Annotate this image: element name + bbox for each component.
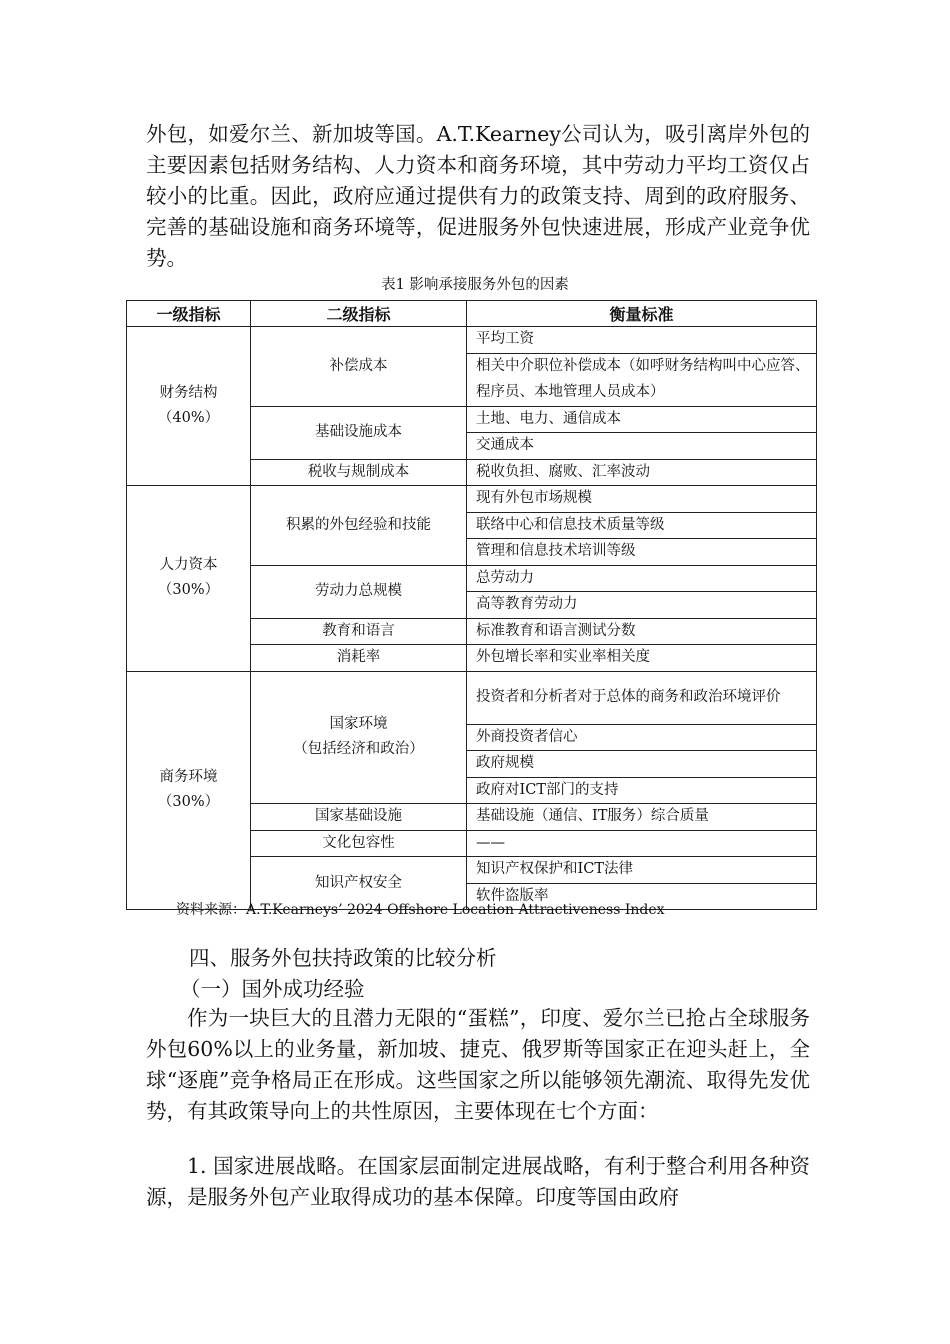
- primary-indicator-cell: [127, 671, 251, 910]
- measure-cell: 高等教育劳动力: [467, 592, 817, 619]
- primary-indicator-weight: （30%）: [157, 582, 220, 599]
- secondary-indicator: 国家基础设施: [251, 804, 467, 831]
- measure-cell: 平均工资: [467, 327, 817, 354]
- column-header: 二级指标: [251, 301, 467, 327]
- primary-indicator-name: 财务结构: [159, 385, 218, 401]
- secondary-indicator: 文化包容性: [251, 830, 467, 857]
- measure-cell: 土地、电力、通信成本: [467, 406, 817, 433]
- primary-indicator-name: 商务环境: [159, 769, 218, 786]
- body-paragraph: 1. 国家进展战略。在国家层面制定进展战略，有利于整合利用各种资源，是服务外包产业取得成功的基本保障。印度等国由政府: [146, 1154, 810, 1209]
- subsection-heading: （一）国外成功经验: [180, 977, 365, 1001]
- measure-cell: 软件盗版率: [467, 883, 817, 910]
- measure-cell: 管理和信息技术培训等级: [467, 539, 817, 566]
- secondary-indicator: 税收与规制成本: [251, 459, 467, 486]
- secondary-indicator: 基础设施成本: [251, 406, 467, 459]
- secondary-indicator: 积累的外包经验和技能: [251, 486, 467, 566]
- measure-cell: 政府规模: [467, 751, 817, 778]
- column-header: 衡量标准: [467, 301, 817, 327]
- measure-cell: 现有外包市场规模: [467, 486, 817, 513]
- measure-cell: 标准教育和语言测试分数: [467, 618, 817, 645]
- table-row: [127, 486, 817, 513]
- measure-cell: 外包增长率和实业率相关度: [467, 645, 817, 672]
- factors-table: [126, 300, 817, 910]
- secondary-indicator-cell: [251, 671, 467, 804]
- intro-paragraph: 外包，如爱尔兰、新加坡等国。A.T.Kearney公司认为，吸引离岸外包的主要因素包括财务结构、人力资本和商务环境，其中劳动力平均工资仅占较小的比重。因此，政府应通过提供有力的政策支持、周到的政府服务、完善的基础设施和商务环境等，促进服务外包快速进展，形成产业竞争优势。: [146, 122, 810, 270]
- measure-cell: 相关中介职位补偿成本（如呼财务结构叫中心应答、程序员、本地管理人员成本）: [467, 353, 817, 406]
- measure-cell: 联络中心和信息技术质量等级: [467, 512, 817, 539]
- measure-cell: 政府对ICT部门的支持: [467, 777, 817, 804]
- secondary-indicator: 知识产权安全: [251, 857, 467, 910]
- primary-indicator-cell: [127, 327, 251, 486]
- measure-cell: 交通成本: [467, 433, 817, 460]
- measure-cell: 税收负担、腐败、汇率波动: [467, 459, 817, 486]
- measure-cell: 基础设施（通信、IT服务）综合质量: [467, 804, 817, 831]
- measure-cell: ——: [467, 830, 817, 857]
- secondary-indicator: 补偿成本: [251, 327, 467, 407]
- secondary-indicator: 教育和语言: [251, 618, 467, 645]
- section-heading: 四、服务外包扶持政策的比较分析: [189, 946, 497, 970]
- primary-indicator-name: 人力资本: [159, 557, 218, 574]
- table-caption: 表1 影响承接服务外包的因素: [381, 277, 569, 293]
- column-header: 一级指标: [127, 301, 251, 327]
- measure-cell: 总劳动力: [467, 565, 817, 592]
- table-source-note: 资料来源：A.T.Kearneys’ 2024 Offshore Location Attractiveness Index: [176, 902, 665, 918]
- primary-indicator-weight: （40%）: [157, 410, 220, 426]
- measure-cell: 知识产权保护和ICT法律: [467, 857, 817, 884]
- primary-indicator-weight: （30%）: [157, 794, 220, 811]
- primary-indicator-cell: [127, 486, 251, 672]
- secondary-indicator-name: 国家环境: [329, 716, 388, 733]
- table-header-row: [127, 301, 817, 327]
- secondary-indicator: 劳动力总规模: [251, 565, 467, 618]
- measure-cell: 外商投资者信心: [467, 724, 817, 751]
- table-row: [127, 327, 817, 354]
- body-paragraph: 作为一块巨大的且潜力无限的“蛋糕”，印度、爱尔兰已抢占全球服务外包60%以上的业务量，新加坡、捷克、俄罗斯等国家正在迎头赶上，全球“逐鹿”竞争格局正在形成。这些国家之所以能够领先潮流、取得先发优势，有其政策导向上的共性原因，主要体现在七个方面：: [146, 1006, 810, 1123]
- secondary-indicator-note: （包括经济和政治）: [293, 741, 424, 758]
- secondary-indicator: 消耗率: [251, 645, 467, 672]
- measure-cell: 投资者和分析者对于总体的商务和政治环境评价: [467, 671, 817, 724]
